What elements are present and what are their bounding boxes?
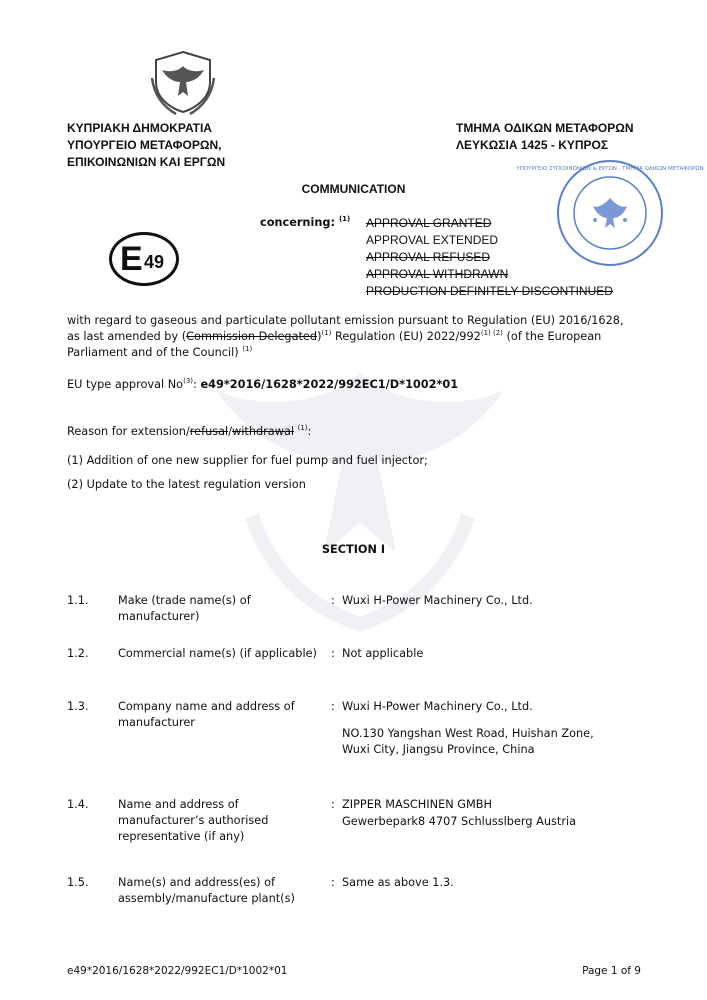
issuer-line: ΚΥΠΡΙΑΚΗ ΔΗΜΟΚΡΑΤΙΑ [67, 121, 212, 135]
stamp-text: ΥΠΟΥΡΓΕΙΟ ΣΥΓΚΟΙΝΩΝΙΩΝ & ΕΡΓΩΝ · ΤΜΗΜΑ ΟΔΙΚΩΝ ΜΕΤΑΦΟΡΩΝ [516, 166, 704, 172]
table-row [0, 646, 707, 686]
option-approval-granted: APPROVAL GRANTED [366, 216, 492, 230]
row-value-address: NO.130 Yangshan West Road, Huishan Zone, Wuxi City, Jiangsu Province, China [342, 727, 594, 756]
section-title: SECTION I [321, 543, 386, 556]
reason-note: (1) [297, 424, 308, 433]
row-value: Wuxi H-Power Machinery Co., Ltd. [342, 700, 533, 713]
e-mark-letter: E [120, 240, 143, 278]
reason-item: (1) Addition of one new supplier for fuel pump and fuel injector; [67, 454, 428, 467]
row-number: 1.4. [67, 798, 89, 811]
row-colon: : [331, 594, 335, 607]
row-colon: : [331, 647, 335, 660]
reason-label: Reason for extension/ [67, 425, 190, 438]
department-block [456, 120, 634, 154]
row-number: 1.2. [67, 647, 89, 660]
regulation-text: (of the European Parliament and of the Council) [67, 330, 602, 359]
reason-item: (2) Update to the latest regulation version [67, 478, 306, 491]
row-label: Make (trade name(s) of manufacturer) [118, 594, 251, 623]
reason-slash: / [228, 425, 233, 438]
regulation-text: ) [317, 330, 322, 343]
approval-label: EU type approval No [67, 378, 184, 391]
row-value: Wuxi H-Power Machinery Co., Ltd. [342, 594, 533, 607]
reason-struck: refusal [189, 425, 229, 438]
row-value: Same as above 1.3. [342, 876, 454, 889]
concerning-label-text: concerning: [260, 216, 335, 229]
regulation-text: with regard to gaseous and particulate pollutant emission pursuant to Regulation (EU) 2016/1628, as last amended by ( [67, 314, 624, 343]
regulation-note: (1) [242, 345, 253, 354]
table-row [0, 797, 707, 843]
row-colon: : [331, 798, 335, 811]
row-colon: : [331, 700, 335, 713]
row-number: 1.5. [67, 876, 89, 889]
row-number: 1.3. [67, 700, 89, 713]
page-number: Page 1 of 9 [582, 965, 641, 977]
regulation-note: (1) (2) [480, 329, 503, 338]
regulation-text: Regulation (EU) 2022/992 [331, 330, 481, 343]
option-approval-withdrawn: APPROVAL WITHDRAWN [366, 267, 509, 281]
regulation-paragraph [67, 313, 637, 361]
approval-line [67, 377, 458, 393]
coat-of-arms-emblem [148, 48, 218, 116]
row-label: Name(s) and address(es) of assembly/manufacture plant(s) [118, 876, 295, 905]
table-row [0, 875, 707, 915]
row-value-address: Gewerbepark8 4707 Schlusslberg Austria [342, 815, 577, 828]
row-value: ZIPPER MASCHINEN GMBH [342, 798, 493, 811]
issuer-line: ΕΠΙΚΟΙΝΩΝΙΩΝ ΚΑΙ ΕΡΓΩΝ [67, 155, 226, 169]
department-line: ΛΕΥΚΩΣΙΑ 1425 - ΚΥΠΡΟΣ [456, 138, 609, 152]
option-production-discontinued: PRODUCTION DEFINITELY DISCONTINUED [366, 284, 613, 298]
footer-reference: e49*2016/1628*2022/992EC1/D*1002*01 [67, 965, 288, 977]
page-title: COMMUNICATION [301, 182, 406, 196]
reason-colon: : [307, 425, 312, 438]
row-label: Name and address of manufacturer’s authorised representative (if any) [118, 798, 269, 843]
row-label: Company name and address of manufacturer [118, 700, 295, 729]
concerning-note: (1) [338, 215, 351, 224]
issuer-line: ΥΠΟΥΡΓΕΙΟ ΜΕΤΑΦΟΡΩΝ, [67, 138, 222, 152]
reason-struck: withdrawal [232, 425, 295, 438]
option-approval-extended: APPROVAL EXTENDED [366, 233, 499, 247]
department-line: ΤΜΗΜΑ ΟΔΙΚΩΝ ΜΕΤΑΦΟΡΩΝ [456, 121, 634, 135]
concerning-options [366, 215, 613, 300]
option-approval-refused: APPROVAL REFUSED [366, 250, 491, 264]
row-label: Commercial name(s) (if applicable) [118, 647, 317, 660]
table-row [0, 699, 707, 769]
reason-line [67, 424, 311, 440]
approval-note: (3) [183, 377, 194, 386]
row-colon: : [331, 876, 335, 889]
regulation-struck: Commission Delegated [186, 330, 318, 343]
approval-number: e49*2016/1628*2022/992EC1/D*1002*01 [200, 378, 459, 391]
issuer-block [67, 120, 225, 171]
e-mark-number: 49 [144, 252, 165, 272]
regulation-note: (1) [321, 329, 332, 338]
e-mark-badge [109, 232, 179, 286]
row-number: 1.1. [67, 594, 89, 607]
table-row [0, 593, 707, 633]
approval-colon: : [193, 378, 197, 391]
row-value: Not applicable [342, 647, 424, 660]
concerning-label [260, 215, 350, 231]
